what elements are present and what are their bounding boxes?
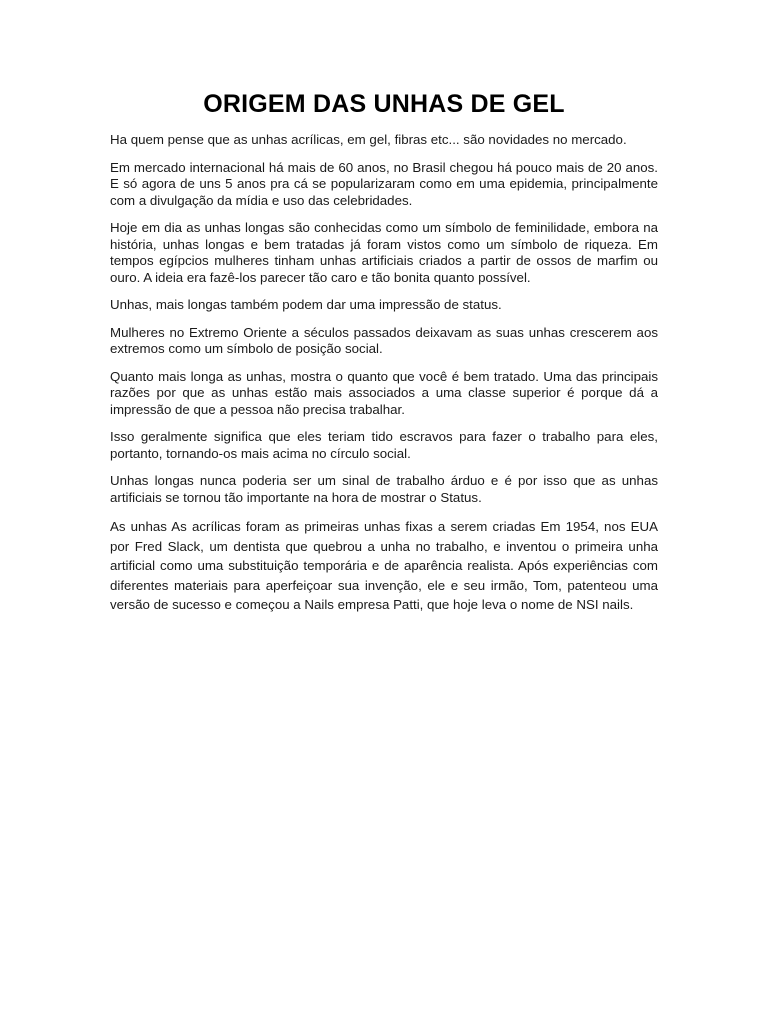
paragraph-6: Quanto mais longa as unhas, mostra o quanto que você é bem tratado. Uma das principais razões por que as unhas estão mais associados a uma classe superior é porque dá a impressão de que a pessoa não precisa trabalhar.	[110, 368, 658, 417]
paragraph-3: Hoje em dia as unhas longas são conhecidas como um símbolo de feminilidade, embora na história, unhas longas e bem tratadas já foram vistos como um símbolo de riqueza. Em tempos egípcios mulheres tinham unhas artificiais criados a partir de ossos de marfim ou ouro. A ideia era fazê-los parecer tão caro e tão bonita quanto possível.	[110, 220, 658, 285]
paragraph-2: Em mercado internacional há mais de 60 anos, no Brasil chegou há pouco mais de 20 anos. E só agora de uns 5 anos pra cá se popularizaram como em uma epidemia, principalmente com a divulgação da mídia e uso das celebridades.	[110, 159, 658, 208]
paragraph-1: Ha quem pense que as unhas acrílicas, em gel, fibras etc... são novidades no mercado.	[110, 132, 627, 147]
paragraph-4: Unhas, mais longas também podem dar uma impressão de status.	[110, 297, 502, 312]
document-body	[110, 132, 658, 626]
document-title: ORIGEM DAS UNHAS DE GEL	[203, 90, 565, 118]
paragraph-5: Mulheres no Extremo Oriente a séculos passados deixavam as suas unhas crescerem aos extremos como um símbolo de posição social.	[110, 324, 658, 356]
paragraph-8: Unhas longas nunca poderia ser um sinal de trabalho árduo e é por isso que as unhas artificiais se tornou tão importante na hora de mostrar o Status.	[110, 473, 658, 505]
paragraph-9: As unhas As acrílicas foram as primeiras unhas fixas a serem criadas Em 1954, nos EUA por Fred Slack, um dentista que quebrou a unha no trabalho, e inventou o primeira unha artificial como uma substituição temporária e de aparência realista. Após experiências com diferentes materiais para aperfeiçoar sua invenção, ele e seu irmão, Tom, patenteou uma versão de sucesso e começou a Nails empresa Patti, que hoje leva o nome de NSI nails.	[110, 519, 658, 612]
paragraph-7: Isso geralmente significa que eles teriam tido escravos para fazer o trabalho para eles, portanto, tornando-os mais acima no círculo social.	[110, 429, 658, 461]
